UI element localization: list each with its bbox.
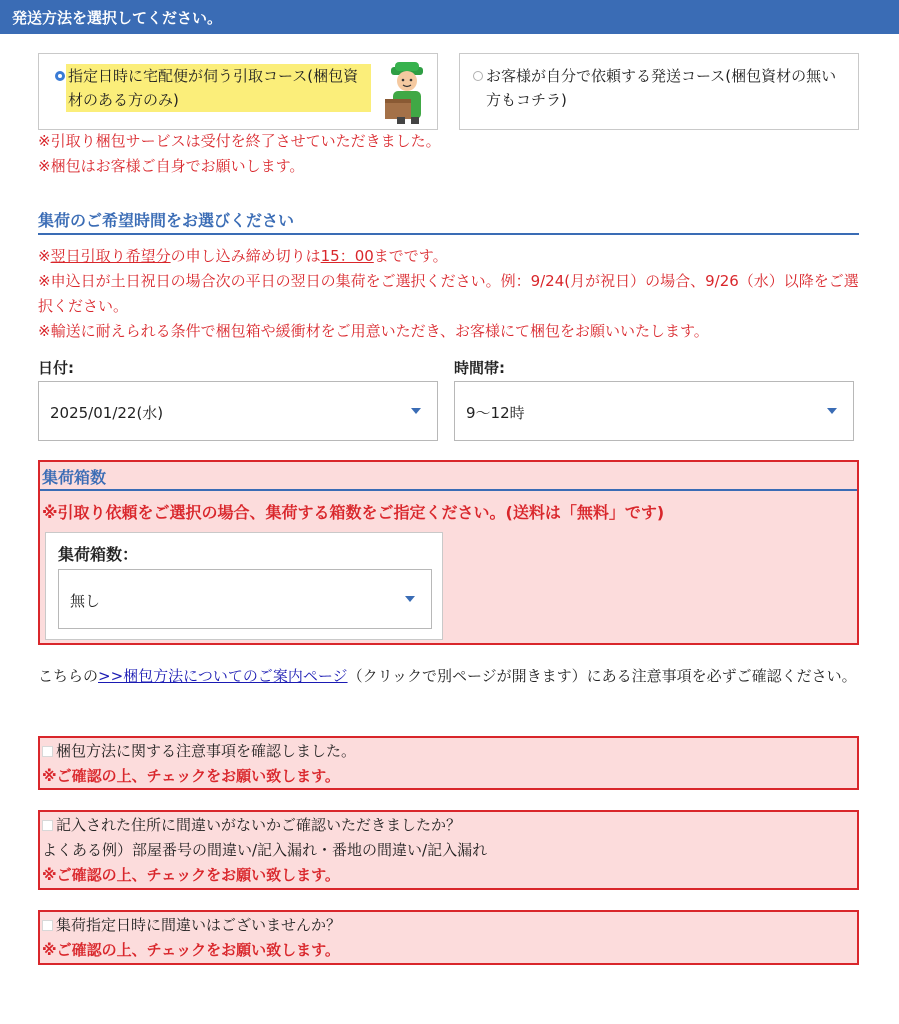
pickup-note-1: ※引取り梱包サービスは受付を終了させていただきました。 — [38, 132, 441, 150]
confirm-address[interactable] — [38, 810, 859, 890]
pickup-time-note-1 — [38, 244, 859, 269]
packing-guide-link[interactable]: >>梱包方法についてのご案内ページ — [98, 667, 348, 685]
pickup-time-note-2: ※申込日が土日祝日の場合次の平日の翌日の集荷をご選択ください。例：9/24(月が祝日）の場合、9/26（水）以降をご選択ください。 — [38, 272, 859, 315]
guide-suffix: （クリックで別ページが開きます）にある注意事項を必ずご確認ください。 — [347, 667, 857, 685]
header-title: 発送方法を選択してください。 — [12, 9, 223, 27]
confirm-packing-checkbox[interactable] — [42, 746, 53, 757]
box-count-section — [38, 460, 859, 645]
confirm-datetime-checkbox[interactable] — [42, 920, 53, 931]
confirm-packing-label: 梱包方法に関する注意事項を確認しました。 — [56, 742, 357, 760]
time-value: 9〜12時 — [466, 404, 525, 422]
confirm-datetime-label: 集荷指定日時に間違いはございませんか？ — [56, 916, 342, 934]
time-label: 時間帯: — [454, 359, 505, 377]
chevron-down-icon — [411, 408, 421, 414]
chevron-down-icon — [405, 596, 415, 602]
confirm-packing-warning: ※ご確認の上、チェックをお願い致します。 — [42, 767, 340, 785]
confirm-datetime-warning: ※ご確認の上、チェックをお願い致します。 — [42, 941, 340, 959]
delivery-person-icon — [383, 59, 433, 125]
pickup-time-title: 集荷のご希望時間をお選びください — [38, 208, 859, 235]
shipping-option-pickup[interactable] — [38, 53, 438, 130]
pickup-option-label: 指定日時に宅配便が伺う引取コース(梱包資材のある方のみ) — [66, 64, 371, 112]
note-suffix: までです。 — [373, 247, 448, 265]
box-count-label: 集荷箱数： — [58, 545, 139, 564]
next-day-pickup-link[interactable]: 翌日引取り希望分 — [50, 247, 171, 265]
self-radio[interactable] — [473, 71, 483, 81]
packing-guide-text — [38, 664, 859, 689]
pickup-note-2: ※梱包はお客様ご自身でお願いします。 — [38, 157, 305, 175]
confirm-packing-notes[interactable] — [38, 736, 859, 790]
shipping-option-self[interactable] — [459, 53, 859, 130]
self-option-label: お客様が自分で依頼する発送コース(梱包資材の無い方もコチラ) — [486, 67, 837, 109]
confirm-address-warning: ※ご確認の上、チェックをお願い致します。 — [42, 866, 340, 884]
confirm-address-checkbox[interactable] — [42, 820, 53, 831]
guide-prefix: こちらの — [38, 667, 99, 685]
confirm-pickup-datetime[interactable] — [38, 910, 859, 965]
confirm-packing-line — [42, 739, 857, 764]
pickup-time-notes — [38, 244, 859, 344]
deadline-time: 15：00 — [320, 247, 374, 265]
box-count-panel — [45, 532, 443, 640]
page-header — [0, 0, 899, 34]
box-count-note: ※引取り依頼をご選択の場合、集荷する箱数をご指定ください。(送料は「無料」です) — [42, 503, 665, 522]
confirm-address-label: 記入された住所に間違いがないかご確認いただきましたか？ — [56, 816, 462, 834]
note-prefix: ※ — [38, 247, 51, 265]
pickup-time-note-3: ※輸送に耐えられる条件で梱包箱や緩衝材をご用意いただき、お客様にて梱包をお願いいたします。 — [38, 322, 709, 340]
confirm-address-example: よくある例）部屋番号の間違い/記入漏れ・番地の間違い/記入漏れ — [42, 841, 488, 859]
pickup-notes — [38, 129, 441, 179]
date-value: 2025/01/22(水) — [50, 404, 164, 422]
box-count-title: 集荷箱数 — [40, 462, 857, 491]
note-middle: の申し込み締め切りは — [170, 247, 321, 265]
chevron-down-icon — [827, 408, 837, 414]
box-count-value: 無し — [70, 592, 101, 610]
date-select[interactable] — [38, 381, 438, 441]
time-select[interactable] — [454, 381, 854, 441]
pickup-radio[interactable] — [55, 71, 65, 81]
confirm-address-line — [42, 813, 857, 838]
confirm-datetime-line — [42, 913, 857, 938]
date-label: 日付: — [38, 359, 74, 377]
box-count-select[interactable] — [58, 569, 432, 629]
